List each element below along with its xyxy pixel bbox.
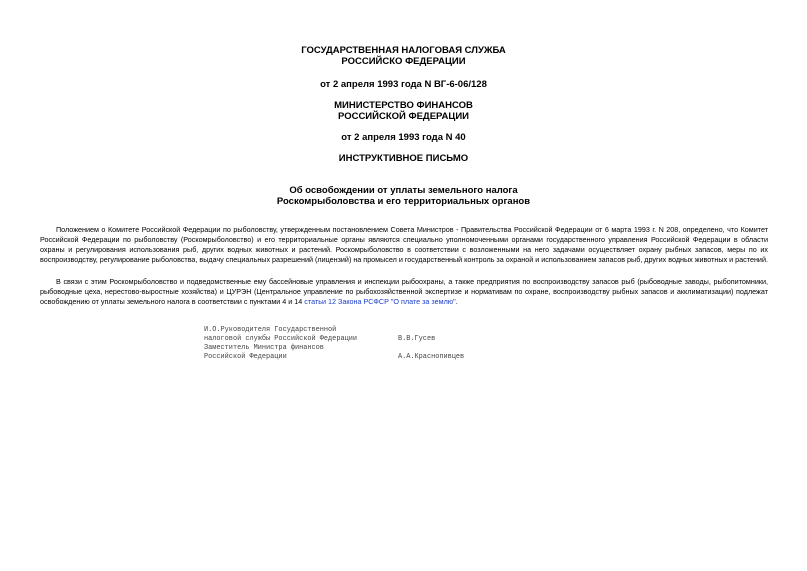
paragraph-2-text: В связи с этим Роскомрыболовство и подведомственные ему бассейновые управления и инспекции рыбоохраны, а также предприятия по воспроизводству запасов рыб (рыбоводные заводы, рыбопитомники, рыбоводные цеха, нерестово-выростные хозяйства) и ЦУРЭН (Центральное управление по рыбохозяйственной экспертизе и нормативам по охране, воспроизводству рыбных запасов и акклиматизации) подлежат освобождению от уплаты земельного налога в соответствии с пунктами 4 и 14 <box>40 277 768 306</box>
signature-row <box>204 344 504 353</box>
agency-header <box>0 45 807 67</box>
agency-name-line1: ГОСУДАРСТВЕННАЯ НАЛОГОВАЯ СЛУЖБА <box>301 45 506 56</box>
ministry-document-date <box>0 132 807 143</box>
signatory-position: Заместитель Министра финансов <box>204 344 324 352</box>
signatory-name: А.А.Краснопивцев <box>398 353 465 361</box>
agency-document-date <box>0 79 807 90</box>
signatory-position: налоговой службы Российской Федерации <box>204 335 357 343</box>
signatory-name: В.В.Гусев <box>398 335 436 343</box>
body-paragraph-2 <box>40 277 768 307</box>
paragraph-2-end: . <box>455 297 458 306</box>
signature-row <box>204 353 504 362</box>
ministry-header <box>0 100 807 122</box>
subject-line1: Об освобождении от уплаты земельного налога <box>289 185 518 196</box>
signature-block <box>204 326 504 362</box>
signatory-position: Российской Федерации <box>204 353 287 361</box>
law-article-link[interactable]: статьи 12 Закона РСФСР "О плате за землю" <box>304 297 456 306</box>
agency-date-text: от 2 апреля 1993 года N ВГ-6-06/128 <box>320 79 487 90</box>
signature-row <box>204 335 504 344</box>
ministry-name-line1: МИНИСТЕРСТВО ФИНАНСОВ <box>334 100 473 111</box>
body-paragraph-1: Положением о Комитете Российской Федерации по рыболовству, утвержденным постановлением Совета Министров - Правительства Российской Федерации от 6 марта 1993 г. N 208, определено, что Комитет Российской Федерации по рыболовству (Роскомрыболовство) и его территориальные органы являются специально уполномоченными органами государственного управления Российской Федерации в области охраны и регулирования использования рыб, других водных животных и растений. Роскомрыболовство в соответствии с возложенными на него задачами осуществляет охрану рыбных запасов, меры по их воспроизводству, регулирование рыболовства, выдачу специальных разрешений (лицензий) на промысел и государственный контроль за охраной и использованием запасов рыб, других водных животных и растений. <box>40 225 768 264</box>
agency-name-line2: РОССИЙСКО ФЕДЕРАЦИИ <box>341 56 466 67</box>
ministry-name-line2: РОССИЙСКОЙ ФЕДЕРАЦИИ <box>337 111 469 122</box>
ministry-date-text: от 2 апреля 1993 года N 40 <box>341 132 466 143</box>
subject-line2: Роскомрыболовства и его территориальных органов <box>276 196 531 207</box>
signatory-position: И.О.Руководителя Государственной <box>204 326 337 334</box>
document-subject <box>0 185 807 207</box>
document-type <box>0 153 807 164</box>
signature-row <box>204 326 504 335</box>
document-type-text: ИНСТРУКТИВНОЕ ПИСЬМО <box>338 153 469 164</box>
